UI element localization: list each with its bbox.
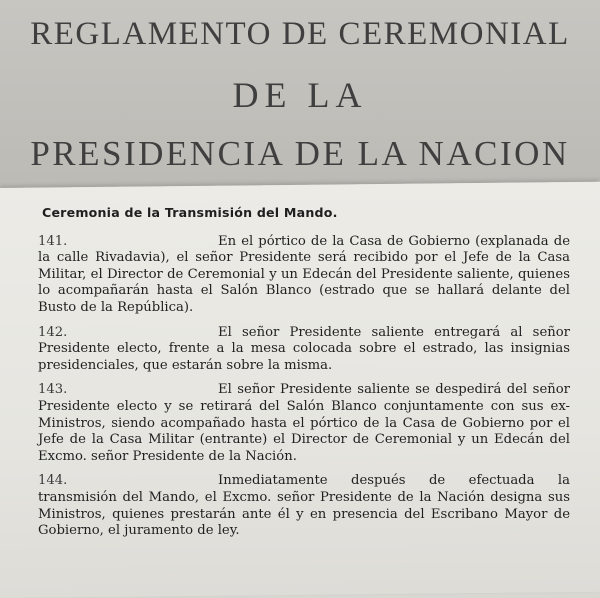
article-142 [38,325,570,375]
cover-band [0,0,600,195]
title-line-3: PRESIDENCIA DE LA NACION [30,134,570,173]
article-number: 143. [38,382,68,398]
article-number: 144. [38,473,68,489]
article-144 [38,473,570,539]
article-text: Inmediatamente después de efectuada la transmisión del Mando, el Excmo. señor Presidente de la Nación designa sus Ministros, quienes prestarán ante él y en presencia del Escribano Mayor de Gobierno, el juramento de ley. [38,473,570,539]
article-text: En el pórtico de la Casa de Gobierno (explanada de la calle Rivadavia), el señor Presidente será recibido por el Jefe de la Casa Militar, el Director de Ceremonial y un Edecán del Presidente saliente, quienes lo acompañarán hasta el Salón Blanco (estrado que se hallará delante del Busto de la República). [38,233,570,315]
section-heading: Ceremonia de la Transmisión del Mando. [42,205,338,220]
article-143 [38,382,570,465]
article-number: 142. [38,324,68,340]
article-text: El señor Presidente saliente entregará al señor Presidente electo, frente a la mesa colocada sobre el estrado, las insignias presidenciales, que estarán sobre la misma. [38,324,570,373]
document-body [38,205,570,548]
article-text: El señor Presidente saliente se despedirá del señor Presidente electo y se retirará del Salón Blanco conjuntamente con sus ex-Ministros, siendo acompañado hasta el pórtico de la Casa de Gobierno por el Jefe de la Casa Militar (entrante) el Director de Ceremonial y un Edecán del Excmo. señor Presidente de la Nación. [38,382,570,464]
title-line-1: REGLAMENTO DE CEREMONIAL [30,16,570,52]
article-141 [38,234,570,317]
article-number: 141. [38,233,68,249]
title-line-2: DE LA [232,75,368,115]
